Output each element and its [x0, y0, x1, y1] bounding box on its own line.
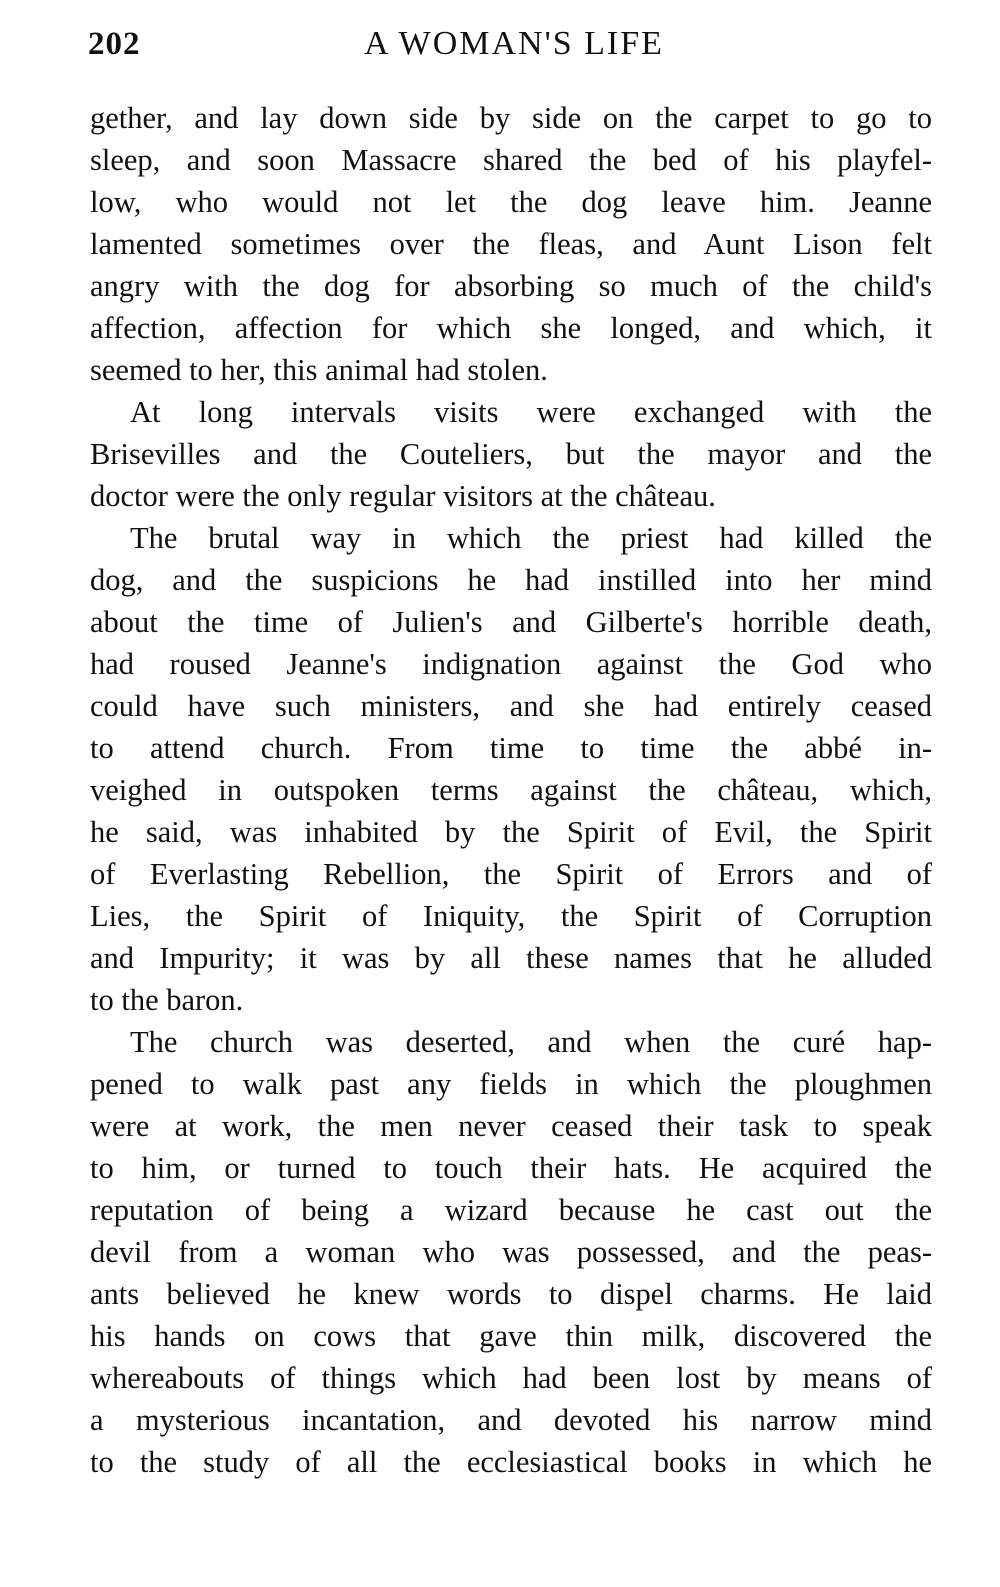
text-line: seemed to her, this animal had stolen. [90, 353, 548, 387]
text-line: ants believed he knew words to dispel charms. He laid [90, 1277, 932, 1311]
paragraph [90, 97, 932, 391]
text-line: doctor were the only regular visitors at the château. [90, 479, 716, 513]
text-line: to him, or turned to touch their hats. He acquired the [90, 1151, 932, 1185]
text-line: The church was deserted, and when the curé hap- [130, 1025, 932, 1059]
text-line: affection, affection for which she longed, and which, it [90, 311, 932, 345]
text-line: whereabouts of things which had been lost by means of [90, 1361, 932, 1395]
text-line: to attend church. From time to time the abbé in- [90, 731, 932, 765]
text-line: lamented sometimes over the fleas, and Aunt Lison felt [90, 227, 932, 261]
running-title: A WOMAN'S LIFE [364, 25, 664, 62]
text-line: reputation of being a wizard because he cast out the [90, 1193, 932, 1227]
page-number: 202 [88, 26, 141, 62]
text-line: of Everlasting Rebellion, the Spirit of Errors and of [90, 857, 932, 891]
text-line: At long intervals visits were exchanged with the [130, 395, 932, 429]
text-line: about the time of Julien's and Gilberte's horrible death, [90, 605, 932, 639]
paragraph [90, 517, 932, 1021]
text-line: Lies, the Spirit of Iniquity, the Spirit of Corruption [90, 899, 932, 933]
text-line: to the baron. [90, 983, 244, 1017]
text-line: to the study of all the ecclesiastical books in which he [90, 1445, 932, 1479]
text-line: The brutal way in which the priest had killed the [130, 521, 932, 555]
text-line: gether, and lay down side by side on the carpet to go to [90, 101, 932, 135]
text-line: veighed in outspoken terms against the château, which, [90, 773, 932, 807]
body-text [90, 97, 932, 1483]
text-line: devil from a woman who was possessed, and the peas- [90, 1235, 932, 1269]
text-line: and Impurity; it was by all these names that he alluded [90, 941, 932, 975]
text-line: low, who would not let the dog leave him. Jeanne [90, 185, 932, 219]
text-line: Brisevilles and the Couteliers, but the mayor and the [90, 437, 932, 471]
text-line: he said, was inhabited by the Spirit of Evil, the Spirit [90, 815, 932, 849]
text-line: had roused Jeanne's indignation against the God who [90, 647, 932, 681]
text-line: were at work, the men never ceased their task to speak [90, 1109, 932, 1143]
text-line: angry with the dog for absorbing so much of the child's [90, 269, 932, 303]
text-line: a mysterious incantation, and devoted his narrow mind [90, 1403, 932, 1437]
text-line: sleep, and soon Massacre shared the bed of his playfel- [90, 143, 932, 177]
paragraph [90, 1021, 932, 1483]
text-line: could have such ministers, and she had entirely ceased [90, 689, 932, 723]
paragraph [90, 391, 932, 517]
text-line: dog, and the suspicions he had instilled into her mind [90, 563, 932, 597]
text-line: pened to walk past any fields in which the ploughmen [90, 1067, 932, 1101]
text-line: his hands on cows that gave thin milk, discovered the [90, 1319, 932, 1353]
page-header [88, 22, 930, 66]
